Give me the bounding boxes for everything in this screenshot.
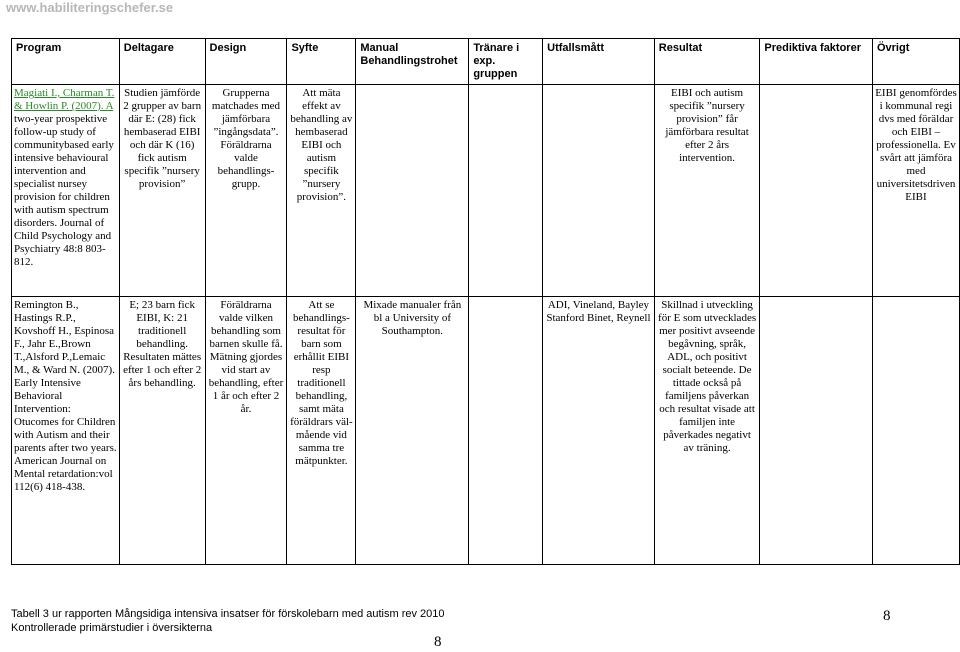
cell-design: Grupperna matchades med jämförbara ”ingångsdata”. Föräldrarna valde behandlings-grupp.: [205, 85, 287, 297]
cell-prediktiva: [760, 85, 873, 297]
cell-design: Föräldrarna valde vilken behandling som barnen skulle få. Mätning gjordes vid start av behandling, efter 1 år och efter 2 år.: [205, 297, 287, 565]
header-tranare: Tränare i exp. gruppen: [469, 39, 543, 85]
header-deltagare: Deltagare: [119, 39, 205, 85]
cell-deltagare: E; 23 barn fick EIBI, K: 21 traditionell behandling. Resultaten mättes efter 1 och efter 2 års behandling.: [119, 297, 205, 565]
studies-table: [11, 38, 960, 565]
header-syfte: Syfte: [287, 39, 356, 85]
page-number-bottom: 8: [434, 634, 442, 650]
study-link[interactable]: Magiati I., Charman T. & Howlin P. (2007). A: [14, 87, 115, 112]
cell-program: [12, 297, 120, 565]
footer-subcaption: Kontrollerade primärstudier i översikterna: [11, 622, 213, 634]
header-utfallsmatt: Utfallsmått: [543, 39, 655, 85]
page-number-right: 8: [883, 608, 891, 624]
cell-utfallsmatt: [543, 85, 655, 297]
cell-ovrigt: [872, 297, 959, 565]
cell-manual: Mixade manualer från bl a University of Southampton.: [356, 297, 469, 565]
header-program: Program: [12, 39, 120, 85]
cell-tranare: [469, 297, 543, 565]
cell-syfte: Att mäta effekt av behandling av hembaserad EIBI och autism specifik ”nursery provision”.: [287, 85, 356, 297]
cell-resultat: Skillnad i utveckling för E som utvecklades mer positivt avseende begåvning, språk, ADL, och positivt socialt beteende. De tittade också på familjens påverkan och resultat visade att familjen inte påverkades negativt av träning.: [654, 297, 760, 565]
footer-caption: Tabell 3 ur rapporten Mångsidiga intensiva insatser för förskolebarn med autism rev 2010: [11, 608, 445, 620]
cell-manual: [356, 85, 469, 297]
cell-deltagare: Studien jämförde 2 grupper av barn där E: (28) fick hembaserad EIBI och där K (16) fick autism specifik ”nursery provision”: [119, 85, 205, 297]
table-row: [12, 297, 960, 565]
cell-syfte: Att se behandlings-resultat för barn som erhållit EIBI resp traditionell behandling, samt mäta föräldrars väl-mående vid samma tre mätpunkter.: [287, 297, 356, 565]
header-manual: Manual Behandlingstrohet: [356, 39, 469, 85]
header-ovrigt: Övrigt: [872, 39, 959, 85]
table-row: [12, 85, 960, 297]
study-citation: Remington B., Hastings R.P., Kovshoff H., Espinosa F., Jahr E.,Brown T.,Alsford P.,Lemaic M., & Ward N. (2007). Early Intensive Behavioral Intervention: Otucomes for Children with Autism and their parents after two years. American Journal on Mental retardation:vol 112(6) 418-438.: [14, 299, 117, 493]
cell-prediktiva: [760, 297, 873, 565]
header-prediktiva: Prediktiva faktorer: [760, 39, 873, 85]
watermark: www.habiliteringschefer.se: [6, 0, 174, 15]
header-row: [12, 39, 960, 85]
cell-program: [12, 85, 120, 297]
cell-resultat: EIBI och autism specifik ”nursery provision” får jämförbara resultat efter 2 års intervention.: [654, 85, 760, 297]
header-design: Design: [205, 39, 287, 85]
header-resultat: Resultat: [654, 39, 760, 85]
study-citation: two-year prospektive follow-up study of communitybased early intensive behavioural intervention and specialist nursey provision for children with autism spectrum disorders. Journal of Child Psychology and Psychiatry 48:8 803-812.: [14, 113, 114, 268]
cell-tranare: [469, 85, 543, 297]
cell-utfallsmatt: ADI, Vineland, Bayley Stanford Binet, Reynell: [543, 297, 655, 565]
cell-ovrigt: EIBI genomfördes i kommunal regi dvs med föräldar och EIBI – professionella. Ev svårt att jämföra med universitetsdriven EIBI: [872, 85, 959, 297]
